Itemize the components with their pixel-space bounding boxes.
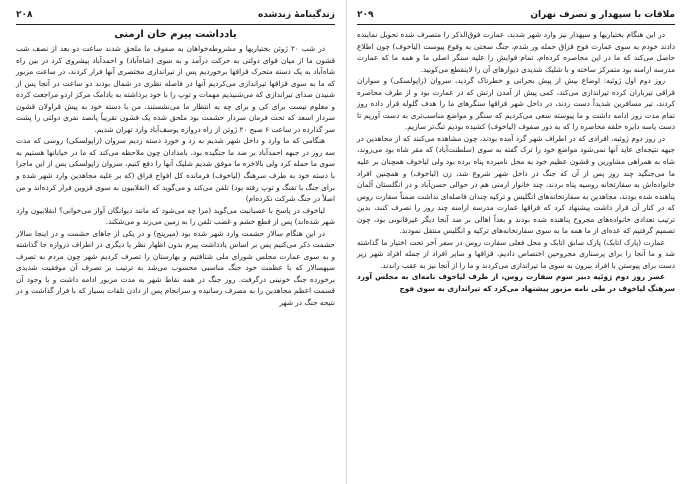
left-page bbox=[0, 0, 345, 484]
left-paragraph-3: لیاخوف در پاسخ با عصبانیت می‌گوید (مرا چه می‌شود که مانند دیوانگان آواز می‌خوانی؟ انقلابیون وارد شهر شده‌اند) پس از قطع خشم و غضب تلفن را به زمین می‌زند و می‌شکند. bbox=[16, 205, 335, 227]
right-paragraph-2: روز دوم اول ژوئیه: اوضاع بیش از پیش بحرانی و خطرناک گردید، سروان (زاپولسکی) و سواران قزاقی تیرباران کرده تیراندازی می‌کند، کمی پیش از آمدن ارتش که در عمارت بود و از طرف محاصره کردند، تیر مسافرین شدیداً دست زدند، در داخل شهر قزاقها سنگرهای ما را هدف گلوله قرار داده روز تمام مدت روز ادامه داشت و ما پیوسته سعی می‌کردیم که سنگر و مواضع مناسب‌تری به دست آوریم تا دست یاسه دایره حلقه محاصره را که به دور صفوف (لیاخوف) کشیده بودیم تنگ‌تر سازیم. bbox=[357, 76, 675, 132]
right-paragraph-4: عمارت (پارک اتابک) پارک سابق اتابک و محل فعلی سفارت روس در سفر آخر تحت اختیار ما گذاشته شد و ما آنجا را برای پرستاری مجروحین اختصاص دادیم، قزاقها و سایر افراد از جمله افراد شهر زیر دست برای پیوستن با افراد بیرون به سوی ما تیراندازی می‌کردند و ما را از آنجا نیز به عقب راندند. bbox=[357, 237, 675, 270]
right-paragraph-1: در این هنگام بختیاریها و سپهدار نیز وارد شهر شدند، عمارت فوق‌الذکر را متصرف شده تحویل نماینده دادند خودم به سوی عمارت فوج قزاق حمله ور شدم، جنگ سختی به وقوع پیوست (لیاخوف) چون اطلاع حاصل می‌کند که ما در این محاصره کرده‌ام، تمام قوایش را علیه سنگر اصلی ما و همه ما که عمارت مدرسه ارامنه بود متمرکز ساخته و با شلیک شدیدی دیوارهای آن را لاینقطع می‌کوبید. bbox=[357, 30, 675, 74]
section-title: یادداشت پیرم خان ارمنی bbox=[114, 29, 237, 40]
right-running-title: ملاقات با سپهدار و تصرف تهران bbox=[530, 10, 675, 20]
right-closing-paragraph: عصر روز دوم ژوئیه دبیر سوم سفارت روس، از طرف لیاخوف نامه‌ای به مجلس آورد سرهنگ لیاخوف در طی نامه مزبور پیشنهاد می‌کرد که تیراندازی به سوی فوج bbox=[357, 272, 675, 294]
right-body-text bbox=[357, 29, 675, 295]
left-running-title: زندگینامهٔ زندشده bbox=[257, 10, 335, 20]
left-paragraph-4: در این هنگام سالار حشمت وارد شهر شده بود (میرپنج) و در یکی از جاهای حشمت و در اینجا سالار حشمت ذکر می‌کنیم پس بر اساس یادداشت پیرم بدون اظهار نظر یا دیگری در اطراف دروازه جا گذاشته و به سوی عمارت مجلس شورای ملی شتافتیم و بهارستان را تصرف کردیم شهر چون مردم به تصرف سپهسالار که با عظمت خود جنگ مناسبی محسوب می‌شد به ترتیب بر تصرف آن موفقیت شدیدی برخورده جنگ خونینی درگرفت. روز جنگ در همه نقاط شهر به مدت مزبور ادامه داشت و با وجود آن قسمت اعظم مجاهدین را به مصرف رسانیده و سرانجام پس از دادن تلفات بسیار که با فرار گذاشت و در نتیجه جنگ در شهر bbox=[16, 228, 335, 308]
left-running-head bbox=[16, 8, 335, 25]
right-paragraph-3: در روز دوم ژوئیه، افرادی که در اطراف شهر گرد آمده بودند، چون مشاهده می‌کنند که از مجاهدین در جبهه نتیجه‌ای عاید آنها نمی‌شود مواضع خود را ترک گفته به سوی (سلطنت‌آباد) که مقر شاه بود می‌روند، شاه به همراهی مشاورین و قشون عظیم خود به محل نامبرده پناه برده بود ولی لیاخوف همچنان بر علیه ما می‌جنگید چند روز پس از آن که جنگ در داخل شهر شروع شد، زن (لیاخوف) و همچنین افراد خانواده‌اش به سفارتخانه روسیه پناه بردند، چند خانوار ارمنی هم در حوالی حسن‌آباد و در انگلستان آلمان پناهنده شده بودند، مجاهدین به سفارتخانه‌های انگلیس و ترکیه چندان فاصله‌ای نداشت ضمناً سفارت روس که در کنار آن قرار داشت پیشنهاد کرد که قزاقها عمارت مدرسه ارامنه چند روز را تصرف کنند، بدین ترتیب تعدادی خانواده‌های مجروح پناهنده شده بودند و بعداً اهالی بر ضد آنجا دیگر غیرقانونی بود، چون تصمیم گرفتیم که عده‌ای از ما همه ما به سوی سفارتخانه‌های ترکیه و انگلیس منتقل نمودند. bbox=[357, 133, 675, 236]
left-paragraph-2: هنگامی که ما وارد و داخل شهر شدیم به زد و خورد دسته زدیم سروان (زاپولسکی) روسی که مدت سه روز در جبهه احمدآباد بر ضد ما جنگیده بود، بامدادان چون ملاحظه می‌کند که ما در خیابانها هستیم به سوی ما حمله کرد ولی بالاخره ما موفق شدیم شلیک آنها را دفع کنیم، سروان زاپولسکی پس از این ماجرا با دسته خود به طرف سرهنگ (لیاخوف) فرمانده کل افواج قزاق (که بر علیه مجاهدین وارد شهر شده و برای جنگ با تفنگ و توپ رفته بود) تلفن می‌کند و می‌گوید که (انقلابیون به سوی قزوین فرار کرده‌اند و من اصلاً در جنگ شرکت نکرده‌ام) bbox=[16, 136, 335, 204]
left-paragraph-1: در شب ۲۰ ژوئن بختیاریها و مشروطه‌خواهان به صفوف ما ملحق شدند ساعت دو بعد از نصف شب قشون ما از میان قوای دولتی به حرکت درآمد و به سوی (شاه‌آباد) و احمدآباد پیشروی کرد در بین راه شاه‌آباد به یک دسته متحرک قزاقها برخوردیم پس از تیراندازی مختصری آنها فرار کردند، در ساعت مزبور که ما به سوی قزاقها تیراندازی می‌کردیم آنها در فاصله نظری در شمال بودند دو ساعت در آنجا پس از شنیدن صدای تیراندازی که می‌شنیدیم مهمات و توپ را با خود برداشته به بادامک مرکز اردو مراجعت کرده و معلوم نیست برای کی و برای چه به انتظار ما می‌نشستند، من با دسته خود به پیش قراولان قشون سردار اسعد که تحت فرمان سردار حشمت بود ملحق شده یک قشون تقریباً پانصد نفری دولتی را پشت سر گذارده در ساعت ۶ صبح ۲۰ ژوئن از راه دروازه یوسف‌آباد وارد تهران شدیم. bbox=[16, 44, 335, 134]
right-running-head bbox=[357, 8, 675, 25]
right-page bbox=[346, 0, 691, 484]
left-page-number: ۲۰۸ bbox=[16, 10, 33, 20]
right-page-number: ۲۰۹ bbox=[357, 10, 374, 20]
left-body-text bbox=[16, 43, 335, 309]
